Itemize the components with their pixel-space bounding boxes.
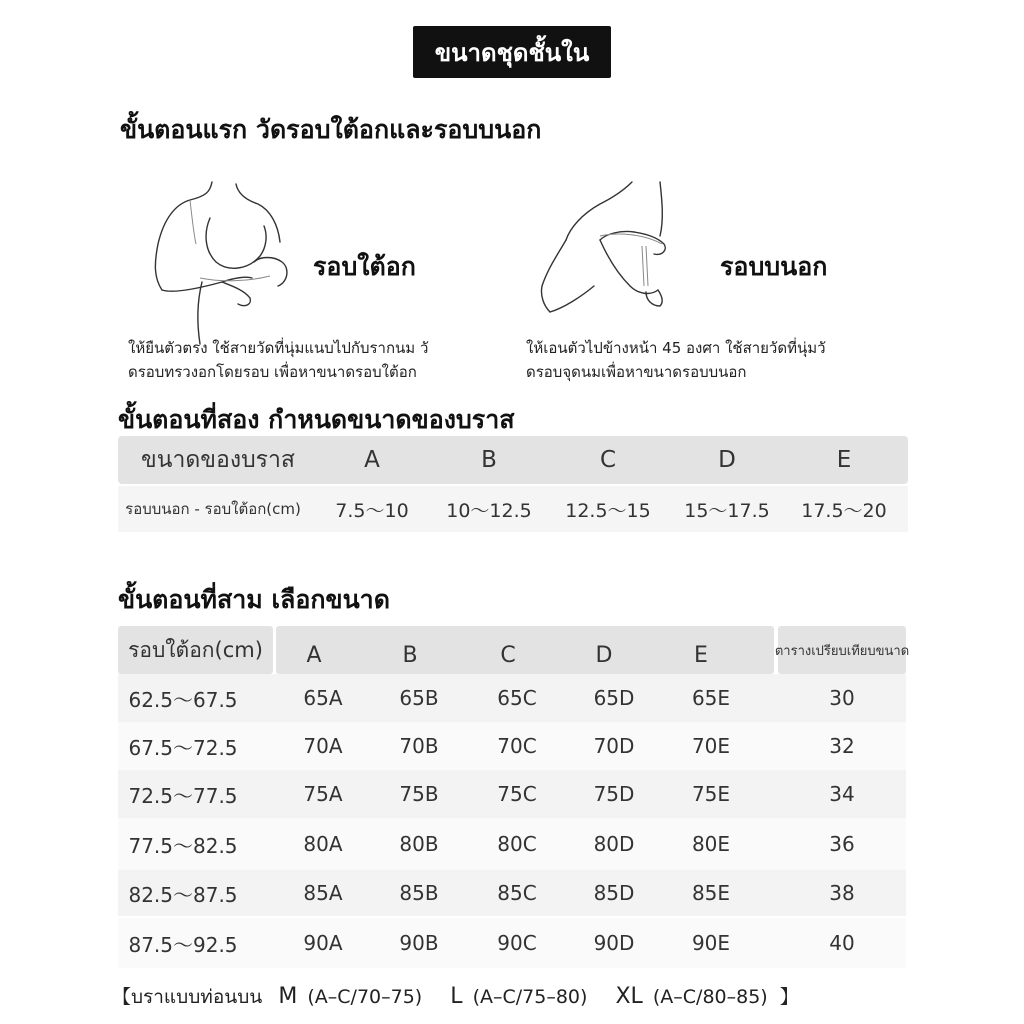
footnote-l-range: (A–C/75–80) [472, 986, 588, 1008]
header-cell: C [500, 642, 516, 668]
step2-heading: ขั้นตอนที่สอง กำหนดขนาดของบราส [118, 405, 515, 434]
header-cell: E [836, 447, 852, 473]
footnote [112, 982, 799, 1012]
header-cell: D [718, 447, 736, 473]
cup-size-table-header [118, 436, 908, 484]
table-row [118, 770, 906, 818]
size-cell: 70D [593, 734, 635, 758]
header-cell: B [481, 447, 497, 473]
underbust-range: 82.5～87.5 [128, 882, 238, 907]
header-cell: B [402, 642, 418, 668]
header-cell: รอบใต้อก(cm) [118, 626, 273, 674]
underbust-figure-illustration [150, 178, 310, 346]
size-cell: 90B [399, 931, 439, 955]
size-cell: 75A [303, 782, 343, 806]
footnote-xl-size: XL [615, 984, 643, 1009]
size-cell: 90D [593, 931, 635, 955]
size-cell: 65E [691, 686, 731, 710]
size-cell: 85A [303, 881, 343, 905]
footnote-open: 【บราแบบท่อนบน [112, 986, 263, 1008]
comparison-size: 30 [829, 686, 855, 710]
row-value: 10～12.5 [446, 499, 532, 522]
row-value: 12.5～15 [565, 499, 651, 522]
underbust-desc-line1: ให้ยืนตัวตรง ใช้สายวัดที่นุ่มแนบไปกับรากนม วั [128, 339, 429, 357]
underbust-desc-line2: ดรอบทรวงอกโดยรอบ เพื่อหาขนาดรอบใต้อก [128, 363, 417, 381]
comparison-size: 38 [829, 881, 855, 905]
underbust-range: 87.5～92.5 [128, 932, 238, 957]
footnote-l-size: L [450, 984, 463, 1009]
underbust-range: 77.5～82.5 [128, 833, 238, 858]
size-cell: 85C [497, 881, 537, 905]
size-cell: 90A [303, 931, 343, 955]
table-row [118, 870, 906, 916]
size-cell: 80E [691, 832, 731, 856]
cup-size-table-row [118, 486, 908, 532]
size-cell: 75C [497, 782, 537, 806]
size-cell: 70A [303, 734, 343, 758]
size-cell: 65A [303, 686, 343, 710]
size-cell: 75B [399, 782, 439, 806]
size-cell: 85B [399, 881, 439, 905]
comparison-size: 36 [829, 832, 855, 856]
size-cell: 80D [593, 832, 635, 856]
size-cell: 65D [593, 686, 635, 710]
size-cell: 80C [497, 832, 537, 856]
size-cell: 85E [691, 881, 731, 905]
size-cell: 75E [691, 782, 731, 806]
page-title: ขนาดชุดชั้นใน [413, 26, 611, 78]
underbust-range: 67.5～72.5 [128, 735, 238, 760]
size-cell: 75D [593, 782, 635, 806]
underbust-range: 72.5～77.5 [128, 783, 238, 808]
row-label: รอบบนอก - รอบใต้อก(cm) [125, 500, 301, 518]
footnote-m-size: M [278, 984, 298, 1009]
size-cell: 70B [399, 734, 439, 758]
footnote-close: 】 [779, 986, 799, 1008]
size-cell: 90C [497, 931, 537, 955]
row-value: 15～17.5 [684, 499, 770, 522]
step3-heading: ขั้นตอนที่สาม เลือกขนาด [118, 585, 390, 614]
header-cell: D [595, 642, 613, 668]
header-cell: C [599, 447, 617, 473]
header-cell: A [306, 642, 322, 668]
overbust-label: รอบบนอก [720, 252, 828, 281]
table-row [118, 674, 906, 722]
comparison-size: 40 [829, 931, 855, 955]
size-cell: 85D [593, 881, 635, 905]
underbust-range: 62.5～67.5 [128, 687, 238, 712]
step1-heading: ขั้นตอนแรก วัดรอบใต้อกและรอบบนอก [120, 115, 542, 144]
header-cell: ขนาดของบราส [141, 447, 295, 473]
table-row [118, 818, 906, 870]
row-value: 17.5～20 [801, 499, 887, 522]
footnote-xl-range: (A–C/80–85) [652, 986, 768, 1008]
overbust-figure-illustration [534, 178, 694, 328]
size-cell: 65C [497, 686, 537, 710]
size-cell: 90E [691, 931, 731, 955]
header-cell: E [694, 642, 708, 668]
comparison-size: 32 [829, 734, 855, 758]
comparison-size: 34 [829, 782, 855, 806]
size-cell: 80A [303, 832, 343, 856]
footnote-m-range: (A–C/70–75) [307, 986, 423, 1008]
table-row [118, 722, 906, 770]
size-cell: 80B [399, 832, 439, 856]
size-cell: 70C [497, 734, 537, 758]
overbust-desc-line2: ดรอบจุดนมเพื่อหาขนาดรอบบนอก [526, 363, 747, 381]
size-cell: 70E [691, 734, 731, 758]
table-row [118, 918, 906, 968]
header-cell: ตารางเปรียบเทียบขนาด [778, 626, 906, 674]
overbust-desc-line1: ให้เอนตัวไปข้างหน้า 45 องศา ใช้สายวัดที่นุ่มวั [526, 339, 826, 357]
header-cell: A [364, 447, 380, 473]
underbust-label: รอบใต้อก [313, 252, 416, 281]
size-cell: 65B [399, 686, 439, 710]
row-value: 7.5～10 [335, 499, 409, 522]
